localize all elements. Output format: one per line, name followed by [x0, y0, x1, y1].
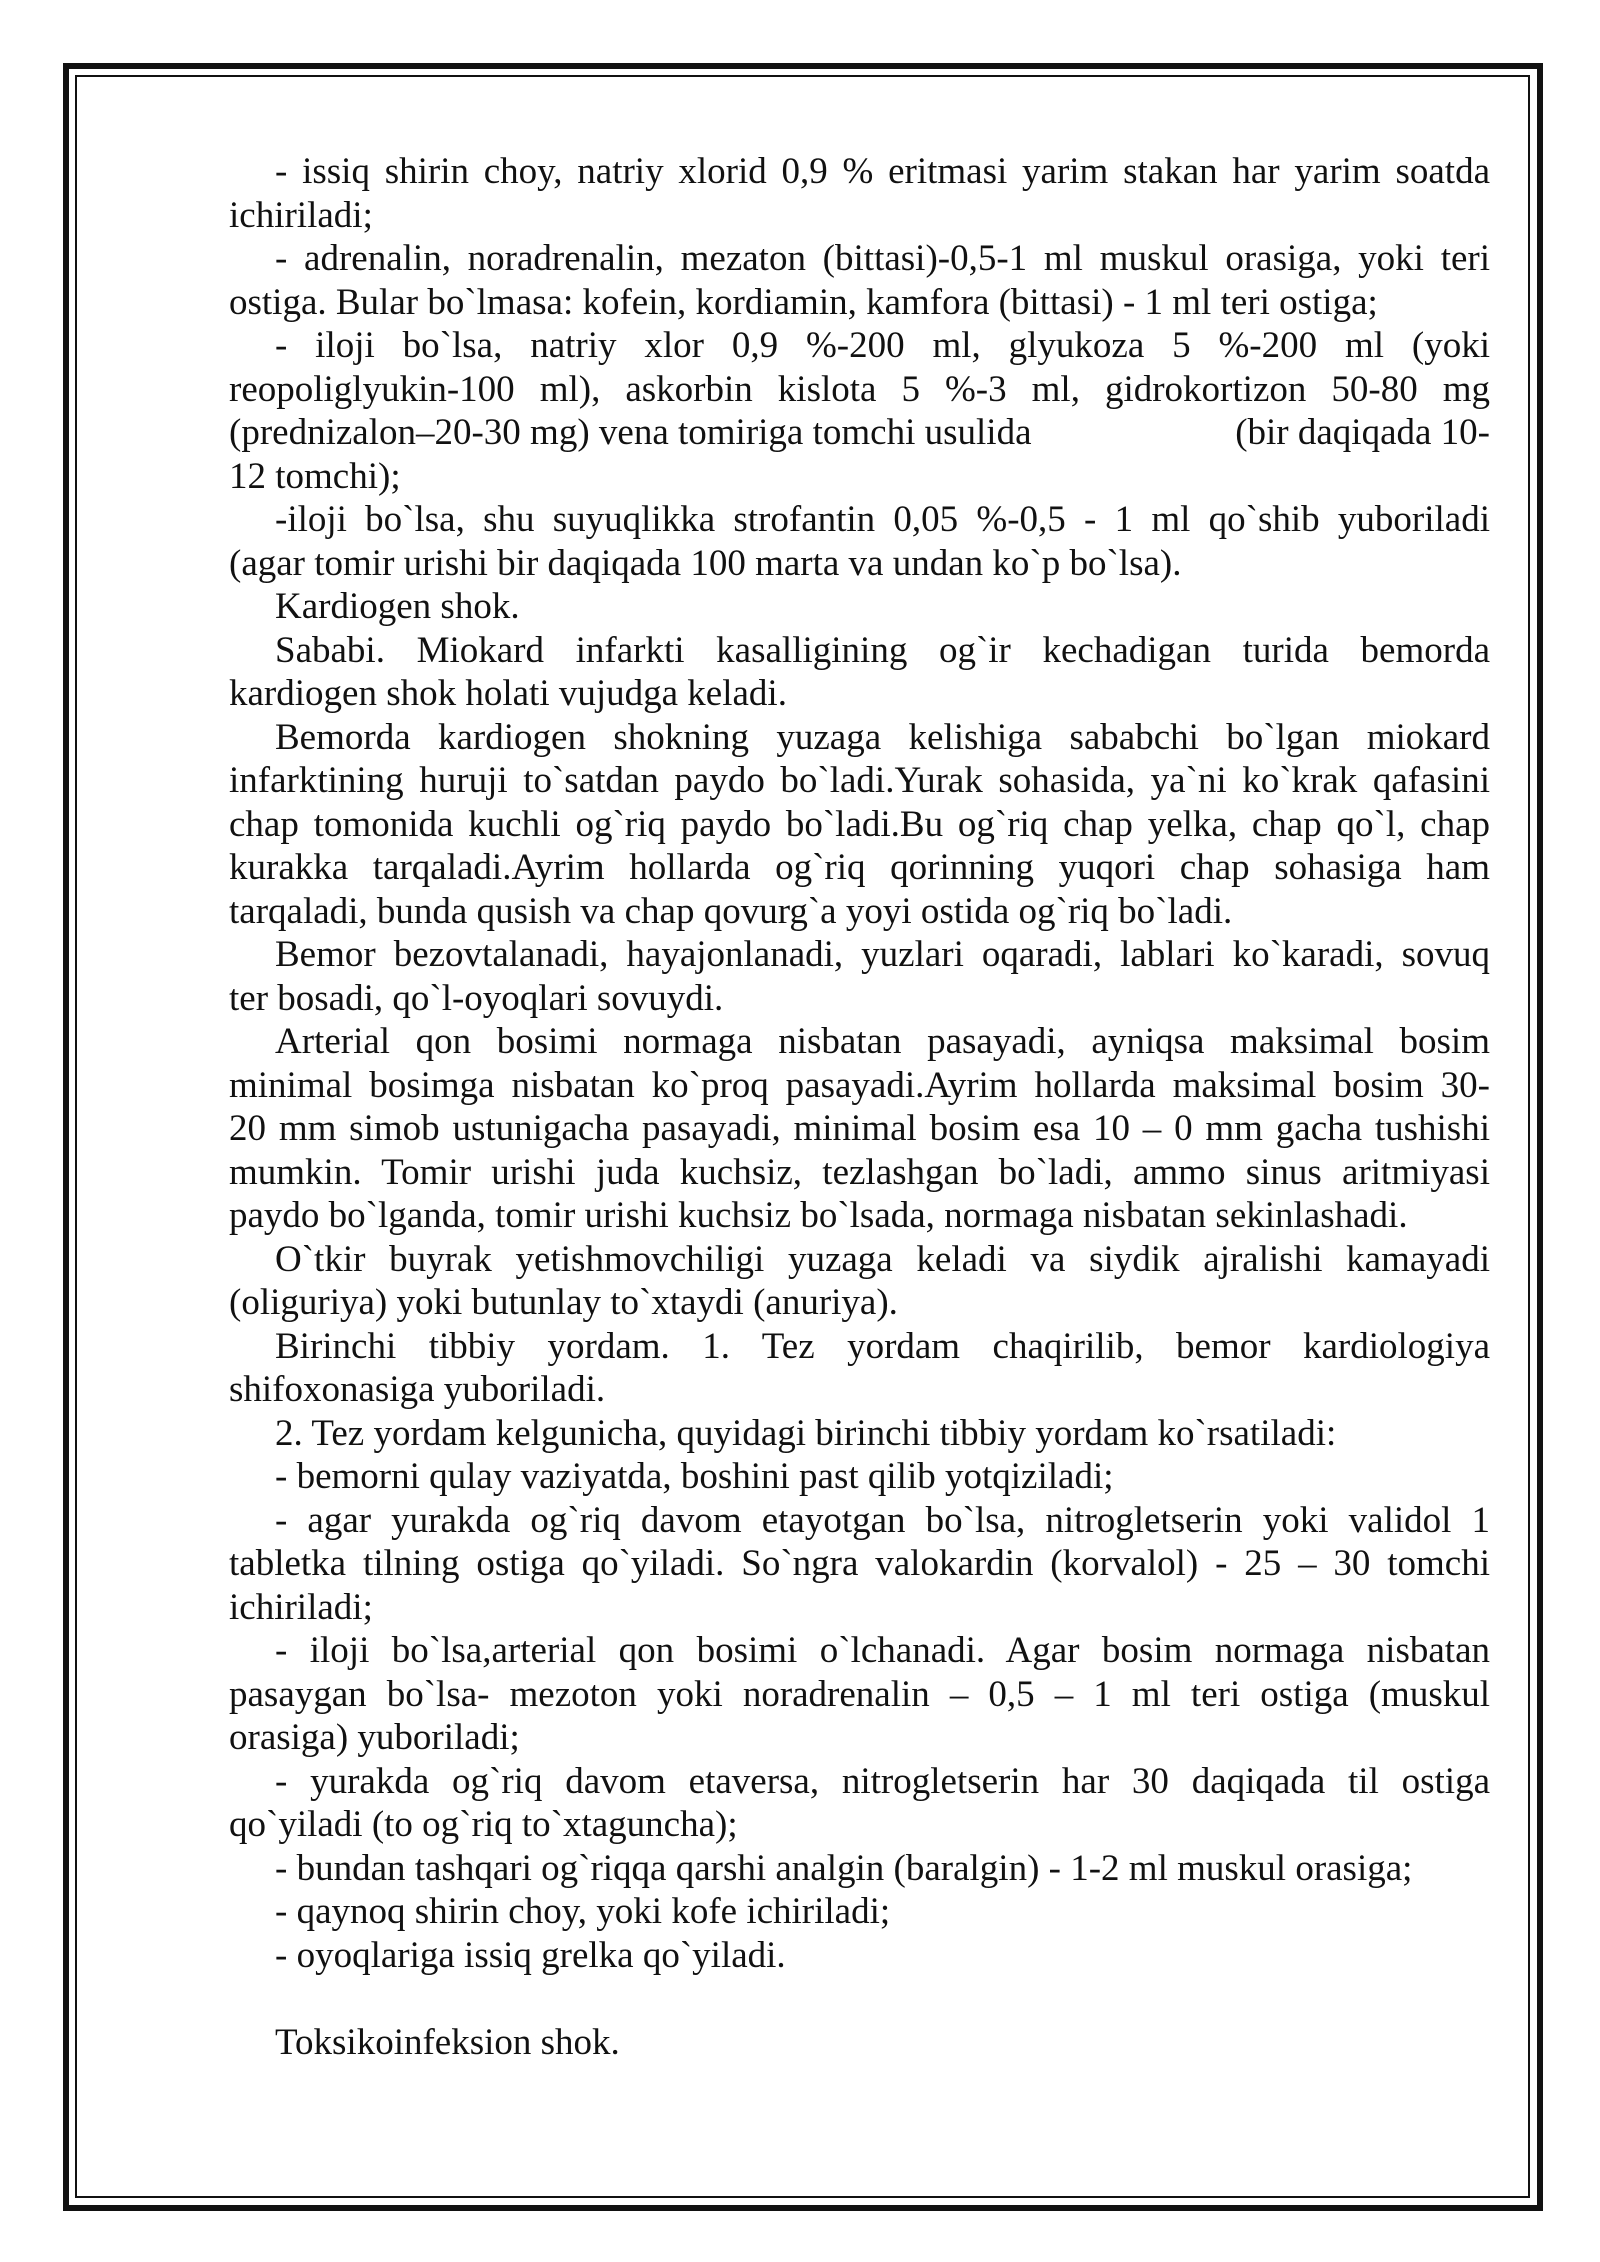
text-line: - adrenalin, noradrenalin, mezaton (bittasi)-0,5-1 ml muskul orasiga, yoki teri	[275, 238, 1490, 279]
text-line: kurakka tarqaladi.Ayrim hollarda og`riq qorinning yuqori chap sohasiga ham	[229, 847, 1490, 888]
text-line: qo`yiladi (to og`riq to`xtaguncha);	[229, 1804, 738, 1845]
paragraph	[229, 150, 1490, 237]
text-line: minimal bosimga nisbatan ko`proq pasayadi.Ayrim hollarda maksimal bosim 30-	[229, 1064, 1490, 1106]
text-line: - bemorni qulay vaziyatda, boshini past qilib yotqiziladi;	[275, 1456, 1114, 1497]
paragraph	[229, 716, 1490, 934]
list-item	[229, 1455, 1490, 1499]
section-heading-text: Kardiogen shok.	[275, 586, 520, 627]
text-line: - qaynoq shirin choy, yoki kofe ichiriladi;	[275, 1891, 891, 1932]
text-line: - bundan tashqari og`riqqa qarshi analgin (baralgin) - 1-2 ml muskul orasiga;	[275, 1847, 1413, 1889]
text-line: - agar yurakda og`riq davom etayotgan bo`lsa, nitrogletserin yoki validol 1	[275, 1499, 1490, 1541]
text-line: ter bosadi, qo`l-oyoqlari sovuydi.	[229, 977, 724, 1019]
text-line: ichiriladi;	[229, 194, 373, 236]
paragraph	[229, 629, 1490, 716]
text-line: reopoliglyukin-100 ml), askorbin kislota 5 %-3 ml, gidrokortizon 50-80 mg	[229, 368, 1490, 410]
text-line: tarqaladi, bunda qusish va chap qovurg`a yoyi ostida og`riq bo`ladi.	[229, 890, 1233, 932]
text-line: Bemor bezovtalanadi, hayajonlanadi, yuzlari oqaradi, lablari ko`karadi, sovuq	[275, 934, 1490, 975]
paragraph	[229, 498, 1490, 585]
text-line: - oyoqlariga issiq grelka qo`yiladi.	[275, 1934, 786, 1976]
paragraph	[229, 933, 1490, 1020]
text-line-left-part: (prednizalon–20-30 mg) vena tomiriga tomchi usulida	[229, 412, 1032, 453]
list-item	[229, 1499, 1490, 1630]
section-heading	[229, 2021, 1490, 2065]
text-line: chap tomonida kuchli og`riq paydo bo`ladi.Bu og`riq chap yelka, chap qo`l, chap	[229, 803, 1490, 845]
text-line: 12 tomchi);	[229, 455, 401, 497]
paragraph	[229, 324, 1490, 498]
text-line: tabletka tilning ostiga qo`yiladi. So`ngra valokardin (korvalol) - 25 – 30 tomchi	[229, 1543, 1490, 1584]
text-line: infarktining huruji to`satdan paydo bo`ladi.Yurak sohasida, ya`ni ko`krak qafasini	[229, 760, 1490, 801]
text-line: shifoxonasiga yuboriladi.	[229, 1369, 606, 1410]
text-line: (agar tomir urishi bir daqiqada 100 marta va undan ko`p bo`lsa).	[229, 542, 1182, 584]
text-line	[229, 411, 1490, 455]
text-line: mumkin. Tomir urishi juda kuchsiz, tezlashgan bo`ladi, ammo sinus aritmiyasi	[229, 1151, 1490, 1193]
text-line: - yurakda og`riq davom etaversa, nitrogletserin har 30 daqiqada til ostiga	[275, 1760, 1490, 1802]
text-line: (oliguriya) yoki butunlay to`xtaydi (anuriya).	[229, 1282, 898, 1323]
text-line: Arterial qon bosimi normaga nisbatan pasayadi, ayniqsa maksimal bosim	[275, 1021, 1490, 1062]
text-line: orasiga) yuboriladi;	[229, 1717, 520, 1758]
text-line: -iloji bo`lsa, shu suyuqlikka strofantin 0,05 %-0,5 - 1 ml qo`shib yuboriladi	[275, 499, 1490, 540]
paragraph	[229, 1238, 1490, 1325]
text-line: pasaygan bo`lsa- mezoton yoki noradrenalin – 0,5 – 1 ml teri ostiga (muskul	[229, 1673, 1490, 1715]
paragraph	[229, 1412, 1490, 1456]
list-item	[229, 1760, 1490, 1847]
text-line: 20 mm simob ustunigacha pasayadi, minimal bosim esa 10 – 0 mm gacha tushishi	[229, 1108, 1490, 1149]
text-line: Bemorda kardiogen shokning yuzaga kelishiga sababchi bo`lgan miokard	[275, 716, 1490, 758]
list-item	[229, 1629, 1490, 1760]
text-line: ichiriladi;	[229, 1586, 373, 1628]
text-line: - issiq shirin choy, natriy xlorid 0,9 % eritmasi yarim stakan har yarim soatda	[275, 151, 1490, 192]
document-body	[229, 150, 1490, 2064]
paragraph	[229, 1020, 1490, 1238]
text-line: - iloji bo`lsa, natriy xlor 0,9 %-200 ml, glyukoza 5 %-200 ml (yoki	[275, 325, 1490, 366]
section-heading	[229, 585, 1490, 629]
text-line: - iloji bo`lsa,arterial qon bosimi o`lchanadi. Agar bosim normaga nisbatan	[275, 1630, 1490, 1671]
paragraph	[229, 237, 1490, 324]
list-item	[229, 1847, 1490, 1891]
text-line: paydo bo`lganda, tomir urishi kuchsiz bo`lsada, normaga nisbatan sekinlashadi.	[229, 1195, 1408, 1236]
paragraph	[229, 1325, 1490, 1412]
text-line: Birinchi tibbiy yordam. 1. Tez yordam chaqirilib, bemor kardiologiya	[275, 1325, 1490, 1367]
list-item	[229, 1890, 1490, 1934]
list-item	[229, 1934, 1490, 1978]
text-line-right-part: (bir daqiqada 10-	[1235, 412, 1490, 453]
section-heading-text: Toksikoinfeksion shok.	[275, 2021, 620, 2063]
text-line: 2. Tez yordam kelgunicha, quyidagi birinchi tibbiy yordam ko`rsatiladi:	[275, 1412, 1337, 1454]
text-line: Sababi. Miokard infarkti kasalligining og`ir kechadigan turida bemorda	[275, 629, 1490, 671]
text-line: ostiga. Bular bo`lmasa: kofein, kordiamin, kamfora (bittasi) - 1 ml teri ostiga;	[229, 281, 1378, 323]
text-line: O`tkir buyrak yetishmovchiligi yuzaga keladi va siydik ajralishi kamayadi	[275, 1238, 1490, 1280]
text-line: kardiogen shok holati vujudga keladi.	[229, 673, 787, 714]
